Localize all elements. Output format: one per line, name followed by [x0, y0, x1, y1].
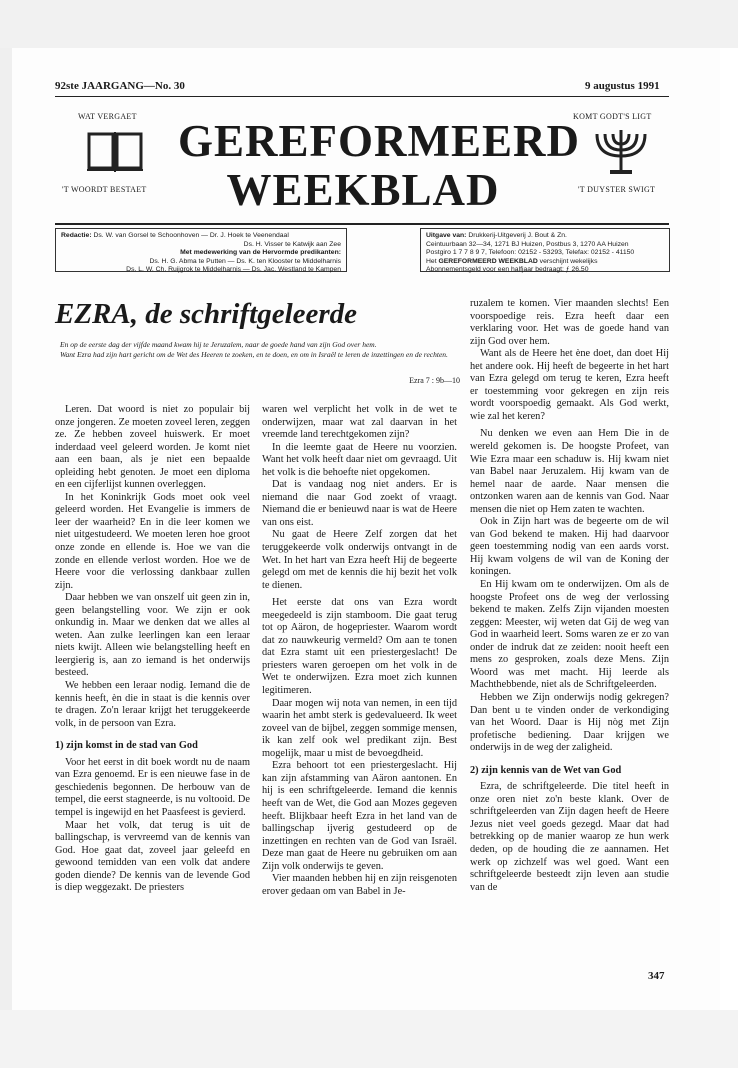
paragraph: Voor het eerst in dit boek wordt nu de naam van Ezra genoemd. Er is een nieuwe fase in de geschiedenis begonnen. De herbouw van de tempel, die eerst stagneerde, is nu voltooid. De tempel is ingewijd en het Paasfeest is gevierd.	[55, 756, 250, 818]
paragraph: Nu denken we even aan Hem Die in de wereld gekomen is. De hoogste Profeet, van Wie Ezra maar een schaduw is. Hij kwam niet van Babel naar Jeruzalem. Hij kwam van de hemel naar de aarde. Naar mensen die ontzonken waren aan de kennis van God. Naar mensen die niet op Hem zaten te wachten.	[470, 428, 669, 515]
paragraph: Ezra, de schriftgeleerde. Die titel heeft in onze oren niet zo'n beste klank. Over de schriftgeleerden van Zijn dagen heeft de Heere Jezus niet veel goeds gezegd. Maar dat had betrekking op de manier waarop ze hun werk deden, op de houding die ze aannamen. Het werk op zichzelf was wel goed. Want een schriftgeleerde besteedt zijn leven aan studie van de	[470, 781, 669, 893]
paragraph: waren wel verplicht het volk in de wet te onderwijzen, maar wat zal daarvan in het vreemde land terechtgekomen zijn?	[262, 404, 457, 441]
paragraph: Het eerste dat ons van Ezra wordt meegedeeld is zijn stamboom. Die gaat terug tot op Aäron, de hogepriester. Waarom wordt dat zo nauwkeurig vermeld? Om aan te tonen dat Ezra stamt uit een priestergeslacht! De priesters waren geroepen om het volk in de Wet te onderwijzen. Ezra moet zich kunnen legitimeren.	[262, 597, 457, 697]
article-column-1	[55, 404, 250, 895]
editorial-line1: Ds. W. van Gorsel te Schoonhoven — Dr. J. Hoek te Veenendaal	[93, 232, 289, 239]
publisher-line2: Ceintuurbaan 32—34, 1271 BJ Huizen, Postbus 3, 1270 AA Huizen	[426, 240, 629, 248]
publisher-label: Uitgave van:	[426, 232, 467, 239]
paragraph: En Hij kwam om te onderwijzen. Om als de hoogste Profeet ons de weg der verlossing bekend te maken. Zelfs Zijn vijanden moesten zeggen: Meester, wij weten dat Gij de weg van God in waarheid leert. Soms waren ze er zo van onder de indruk dat ze zeiden: nooit heeft een mens zo gesproken, zoals deze Mens. Zijn Woord was met macht. Hij leerde als Machthebbende, niet als de Schriftgeleerden.	[470, 579, 669, 691]
masthead-rule	[55, 223, 669, 225]
publisher-line1: Drukkerij-Uitgeverij J. Bout & Zn.	[468, 232, 567, 239]
scripture-reference: Ezra 7 : 9b—10	[409, 376, 460, 385]
publisher-box	[420, 228, 670, 272]
masthead-line1: GEREFORMEERD	[178, 116, 581, 166]
section-heading-1: 1) zijn komst in de stad van God	[55, 740, 198, 752]
paragraph: Want als de Heere het ène doet, dan doet Hij het andere ook. Hij heeft de begeerte in het hart van Ezra gelegd om terug te keren, Ezra heeft er toestemming voor gekregen en zijn reis wordt voorspoedig gemaakt. Als God werkt, wie zal het keren?	[470, 348, 669, 422]
paragraph: Daar mogen wij nota van nemen, in een tijd waarin het ambt sterk is gedevalueerd. Ik weet zoveel van de bijbel, zeggen sommige mensen, ik kan zelf ook wel predikant zijn. Best mogelijk, maar u mist de bevoegdheid.	[262, 697, 457, 759]
editorial-box	[55, 228, 347, 272]
paragraph: Maar het volk, dat terug is uit de ballingschap, is vervreemd van de kennis van God. Hoe gaat dat, zoveel jaar geleefd en gewoond temidden van een volk dat andere goden diende? De kennis van de levende God is diep weggezakt. De priesters	[55, 819, 250, 894]
epigraph-line2: Want Ezra had zijn hart gericht om de Wet des Heeren te zoeken, en te doen, en om in Israël te leren de inzettingen en de rechten.	[60, 349, 448, 359]
masthead-line2: WEEKBLAD	[226, 165, 500, 215]
article-column-2	[262, 404, 457, 898]
paragraph: Ook in Zijn hart was de begeerte om de wil van God bekend te maken. Hij had daarvoor geen toestemming nodig van een aards vorst. Hij kwam volgens de wil van de Koning der koningen.	[470, 516, 669, 578]
menorah-icon	[590, 126, 652, 178]
paragraph: Leren. Dat woord is niet zo populair bij onze jongeren. Ze moeten zoveel leren, zeggen ze. Ze hebben zoveel huiswerk. Er moet inderdaad veel geleerd worden. Je komt niet aan een baan, als je niet een bepaalde opleiding hebt genoten. Je moet een diploma en een cijferlijst kunnen overleggen.	[55, 404, 250, 491]
header-rule	[55, 96, 669, 97]
editorial-label2: Met medewerking van de Hervormde predikanten:	[180, 249, 341, 257]
paragraph: Vier maanden hebben hij en zijn reisgenoten erover gedaan om van Babel in Je-	[262, 873, 457, 897]
publisher-line4-prefix: Het	[426, 257, 437, 265]
scan-border-left	[0, 48, 12, 1068]
paragraph: Dat is vandaag nog niet anders. Er is niemand die naar God zoekt of vraagt. Niemand die er benieuwd naar is wat de Heere van ons eist.	[262, 479, 457, 528]
paragraph: We hebben een leraar nodig. Iemand die de kennis heeft, èn die in staat is die kennis over te dragen. Zo'n leraar krijgt het teruggekeerde volk, in de persoon van Ezra.	[55, 680, 250, 729]
paragraph: ruzalem te komen. Vier maanden slechts! Een voorspoedige reis. Ezra heeft daar een verklaring voor. Het was de goede hand van zijn God over hem.	[470, 298, 669, 347]
editorial-line2: Ds. H. Visser te Katwijk aan Zee	[243, 240, 341, 248]
scan-border-top	[0, 0, 738, 48]
paragraph: Hebben we Zijn onderwijs nodig gekregen? Dan bent u te vinden onder de verkondiging van het Woord. Daar is Hij nòg met Zijn profetische bediening. Daar krijgen we onderwijs in de weg der zaligheid.	[470, 691, 669, 754]
paragraph: Ezra behoort tot een priestergeslacht. Hij kan zijn afstamming van Aäron aantonen. En hij is een schriftgeleerde. Iemand die kennis heeft van de Wet, die God aan Mozes gegeven heeft. Blijkbaar heeft Ezra in het land van de ballingschap ijverig gestudeerd op de inzettingen en rechten van de God van Israël. Deze man gaat de Heere nu gebruiken om aan Zijn volk onderwijs te geven.	[262, 760, 457, 872]
motto-left-bottom: 'T WOORDT BESTAET	[62, 185, 147, 194]
paragraph: Daar hebben we van onszelf uit geen zin in, geen belangstelling voor. We zijn er ook onkundig in. Maar we denken dat we alles al weten. Aan zulke leerlingen kan een leraar niets kwijt. Alleen wie belangstelling heeft en leergierig is, aan zo iemand is het onderwijs besteed.	[55, 592, 250, 679]
article-column-3	[470, 298, 669, 894]
editorial-line4: Ds. L. W. Ch. Ruijgrok te Middelharnis — Ds. Jac. Westland te Kampen	[126, 266, 341, 274]
publisher-line4-bold: GEREFORMEERD WEEKBLAD	[438, 257, 538, 265]
editorial-line3: Ds. H. G. Abma te Putten — Ds. K. ten Klooster te Middelharnis	[149, 257, 341, 265]
article-epigraph	[60, 340, 460, 359]
motto-right-bottom: 'T DUYSTER SWIGT	[578, 185, 656, 194]
publisher-line5: Abonnementsgeld voor een halfjaar bedraagt: ƒ 26,50	[426, 266, 589, 274]
section-heading-2: 2) zijn kennis van de Wet van God	[470, 764, 622, 776]
publisher-line4-suffix: verschijnt wekelijks	[539, 257, 598, 265]
issue-date: 9 augustus 1991	[585, 80, 660, 92]
paragraph: In het Koninkrijk Gods moet ook veel geleerd worden. Het Evangelie is immers de leer der waarheid? En in die leer komen we niet uitgestudeerd. We moeten leren hoe groot onze zonde en ellende is. Hoe we van die zonde en ellende verlost worden. Hoe we de Heere voor die verlossing dankbaar zullen zijn.	[55, 491, 250, 591]
publisher-line3: Postgiro 1 7 7 8 9 7, Telefoon: 02152 - 53293, Telefax: 02152 - 41150	[426, 249, 635, 257]
issue-number: 92ste JAARGANG—No. 30	[55, 80, 185, 92]
epigraph-line1: En op de eerste dag der vijfde maand kwam hij te Jeruzalem, naar de goede hand van zijn God over hem.	[60, 340, 377, 349]
motto-right-top: KOMT GODT'S LIGT	[573, 112, 652, 121]
article-title: EZRA, de schriftgeleerde	[55, 298, 358, 330]
open-book-icon	[85, 128, 145, 176]
motto-left-top: WAT VERGAET	[78, 112, 137, 121]
scan-border-bottom	[0, 1010, 738, 1068]
paragraph: In die leemte gaat de Heere nu voorzien. Want het volk heeft daar niet om gevraagd. Uit het volk is die behoefte niet opgekomen.	[262, 441, 457, 478]
paragraph: Nu gaat de Heere Zelf zorgen dat het teruggekeerde volk onderwijs ontvangt in de Wet. In het hart van Ezra heeft Hij de begeerte gelegd om met de kennis die hij bezit het volk te dienen.	[262, 529, 457, 591]
editorial-label: Redactie:	[61, 232, 92, 239]
page-number: 347	[648, 970, 665, 982]
